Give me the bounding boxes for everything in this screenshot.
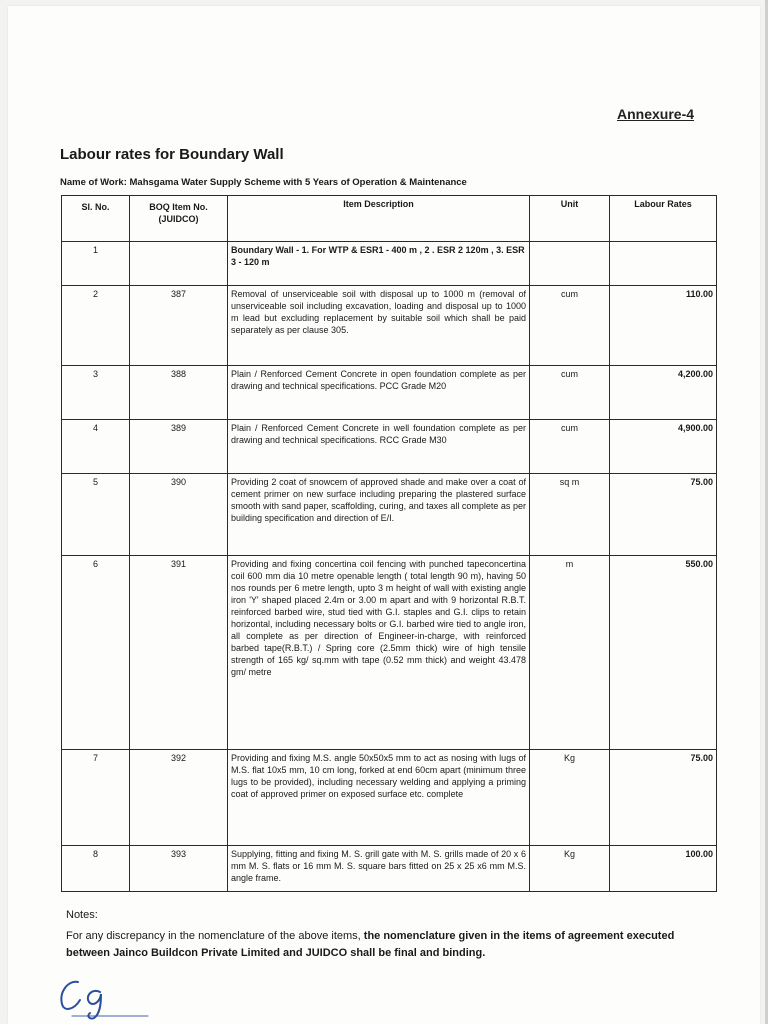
- cell-sl-no: 7: [62, 750, 130, 846]
- cell-item-description: Plain / Renforced Cement Concrete in open foundation complete as per drawing and technical specifications. PCC Grade M20: [228, 366, 530, 420]
- cell-boq-item-no: 392: [130, 750, 228, 846]
- table-row: [62, 242, 717, 286]
- header-item-description: Item Description: [228, 196, 530, 242]
- cell-labour-rate: 550.00: [610, 556, 717, 750]
- cell-labour-rate: 75.00: [610, 750, 717, 846]
- cell-labour-rate: 4,900.00: [610, 420, 717, 474]
- cell-unit: cum: [530, 366, 610, 420]
- notes-text-bold: the nomenclature given in the items of agreement executed between Jainco Buildcon Private Limited and JUIDCO shall be final and binding.: [66, 930, 675, 960]
- table-row: [62, 474, 717, 556]
- notes-label: Notes:: [66, 909, 98, 921]
- cell-labour-rate: [610, 242, 717, 286]
- cell-unit: cum: [530, 420, 610, 474]
- annexure-label: Annexure-4: [617, 106, 695, 122]
- cell-sl-no: 8: [62, 846, 130, 892]
- cell-unit: cum: [530, 286, 610, 366]
- work-name: Name of Work: Mahsgama Water Supply Scheme with 5 Years of Operation & Maintenance: [60, 177, 467, 188]
- header-boq-item-no: BOQ Item No. (JUIDCO): [130, 196, 228, 242]
- cell-boq-item-no: 390: [130, 474, 228, 556]
- cell-unit: m: [530, 556, 610, 750]
- cell-sl-no: 5: [62, 474, 130, 556]
- cell-item-description: Providing and fixing M.S. angle 50x50x5 mm to act as nosing with lugs of M.S. flat 10x5 mm, 10 cm long, forked at end 60cm apart (minimum three lugs to be provided), including necessary welding and applying a priming coat of approved primer on exposed surface etc. complete: [228, 750, 530, 846]
- handwritten-signature: [56, 970, 156, 1020]
- table-header-row: [62, 196, 717, 242]
- cell-boq-item-no: 391: [130, 556, 228, 750]
- cell-labour-rate: 100.00: [610, 846, 717, 892]
- cell-boq-item-no: 387: [130, 286, 228, 366]
- cell-item-description: Boundary Wall - 1. For WTP & ESR1 - 400 m , 2 . ESR 2 120m , 3. ESR 3 - 120 m: [228, 242, 530, 286]
- notes-text-plain: For any discrepancy in the nomenclature of the above items,: [66, 930, 364, 942]
- labour-rates-table: [61, 195, 717, 892]
- cell-sl-no: 6: [62, 556, 130, 750]
- cell-boq-item-no: 393: [130, 846, 228, 892]
- cell-item-description: Providing 2 coat of snowcem of approved shade and make over a coat of cement primer on new surface including preparing the plastered surface smooth with sand paper, scaffolding, curing, and taxes all complete as per building specification and direction of E/I.: [228, 474, 530, 556]
- cell-labour-rate: 75.00: [610, 474, 717, 556]
- cell-unit: [530, 242, 610, 286]
- header-unit: Unit: [530, 196, 610, 242]
- table-row: [62, 366, 717, 420]
- cell-unit: sq m: [530, 474, 610, 556]
- cell-sl-no: 4: [62, 420, 130, 474]
- table-row: [62, 420, 717, 474]
- header-sl-no: Sl. No.: [62, 196, 130, 242]
- table-row: [62, 286, 717, 366]
- table-row: [62, 750, 717, 846]
- cell-boq-item-no: 389: [130, 420, 228, 474]
- table-row: [62, 556, 717, 750]
- table-row: [62, 846, 717, 892]
- cell-item-description: Supplying, fitting and fixing M. S. grill gate with M. S. grills made of 20 x 6 mm M. S. flats or 16 mm M. S. square bars fitted on 25 x 25 x6 mm M.S. angle frame.: [228, 846, 530, 892]
- header-labour-rates: Labour Rates: [610, 196, 717, 242]
- cell-unit: Kg: [530, 750, 610, 846]
- notes-text: [66, 928, 716, 962]
- cell-boq-item-no: 388: [130, 366, 228, 420]
- cell-labour-rate: 4,200.00: [610, 366, 717, 420]
- cell-unit: Kg: [530, 846, 610, 892]
- cell-item-description: Plain / Renforced Cement Concrete in well foundation complete as per drawing and technical specifications. RCC Grade M30: [228, 420, 530, 474]
- cell-boq-item-no: [130, 242, 228, 286]
- cell-sl-no: 3: [62, 366, 130, 420]
- cell-item-description: Providing and fixing concertina coil fencing with punched tapeconcertina coil 600 mm dia 10 metre openable length ( total length 90 m), having 50 nos rounds per 6 metre length, upto 3 m height of wall with existing angle iron 'Y' shaped placed 2.4m or 3.00 m apart and with 9 horizontal R.B.T. reinforced barbed wire, stud tied with G.I. staples and G.I. clips to retain horizontal, including necessary bolts or G.I. barbed wire tied to angle iron, all complete as per direction of Engineer-in-charge, with reinforced barbed tape(R.B.T.) / Spring core (2.5mm thick) wire of high tensile strength of 165 kg/ sq.mm with tape (0.52 mm thick) and weight 43.478 gm/ metre: [228, 556, 530, 750]
- cell-sl-no: 1: [62, 242, 130, 286]
- cell-sl-no: 2: [62, 286, 130, 366]
- page-title: Labour rates for Boundary Wall: [60, 146, 284, 163]
- cell-item-description: Removal of unserviceable soil with disposal up to 1000 m (removal of unserviceable soil including excavation, loading and disposal up to 1000 m lead but excluding replacement by suitable soil which shall be paid separately as per clause 305.: [228, 286, 530, 366]
- cell-labour-rate: 110.00: [610, 286, 717, 366]
